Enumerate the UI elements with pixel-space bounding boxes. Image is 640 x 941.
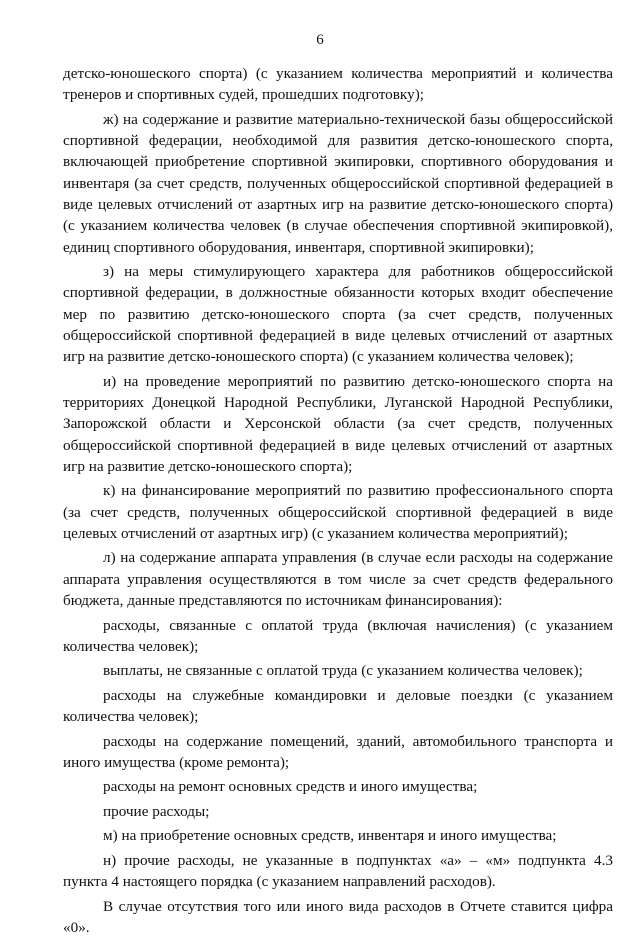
paragraph-item-n: н) прочие расходы, не указанные в подпунктах «а» – «м» подпункта 4.3 пункта 4 настоящего порядка (с указанием направлений расходов). <box>63 851 613 891</box>
paragraph-subitem-other: прочие расходы; <box>103 802 210 820</box>
page-number: 6 <box>316 32 324 48</box>
paragraph-closing-note: В случае отсутствия того или иного вида расходов в Отчете ставится цифра «0». <box>63 897 613 936</box>
paragraph-subitem-labor: расходы, связанные с оплатой труда (включая начисления) (с указанием количества человек); <box>63 616 613 655</box>
paragraph-item-z: з) на меры стимулирующего характера для работников общероссийской спортивной федерации, в должностные обязанности которых входит обеспечение мер по развитию детско-юношеского спорта (за счет средств, полученных общероссийской спортивной федерацией в виде целевых отчислений от азартных игр на развитие детско-юношеского спорта) (с указанием количества человек); <box>63 263 613 366</box>
paragraph-item-l: л) на содержание аппарата управления (в случае если расходы на содержание аппарата управления осуществляются в том числе за счет средств федерального бюджета, данные представляются по источникам финансирования): <box>63 549 613 610</box>
paragraph-continuation: детско-юношеского спорта) (с указанием количества мероприятий и количества тренеров и спортивных судей, прошедших подготовку); <box>63 65 613 104</box>
paragraph-item-k: к) на финансирование мероприятий по развитию профессионального спорта (за счет средств, полученных общероссийской спортивной федерацией в виде целевых отчислений от азартных игр) (с указанием количества мероприятий); <box>63 482 613 542</box>
paragraph-subitem-payments: выплаты, не связанные с оплатой труда (с указанием количества человек); <box>103 662 583 680</box>
paragraph-item-zh: ж) на содержание и развитие материально-технической базы общероссийской спортивной федерации, необходимой для развития детско-юношеского спорта, включающей приобретение спортивной экипировки, спортивного оборудования и инвентаря (за счет средств, полученных общероссийской спортивной федерацией в виде целевых отчислений от азартных игр на развитие детско-юношеского спорта) (с указанием количества человек (в случае обеспечения спортивной экипировкой), единиц спортивного оборудования, инвентаря, спортивной экипировки); <box>63 110 613 256</box>
paragraph-subitem-travel: расходы на служебные командировки и деловые поездки (с указанием количества человек); <box>63 686 613 726</box>
document-body <box>63 63 613 941</box>
paragraph-subitem-repair: расходы на ремонт основных средств и иного имущества; <box>103 778 478 796</box>
paragraph-subitem-premises: расходы на содержание помещений, зданий, автомобильного транспорта и иного имущества (кроме ремонта); <box>63 732 613 771</box>
paragraph-item-m: м) на приобретение основных средств, инвентаря и иного имущества; <box>103 827 557 845</box>
paragraph-item-i: и) на проведение мероприятий по развитию детско-юношеского спорта на территориях Донецкой Народной Республики, Луганской Народной Республики, Запорожской области и Херсонской области (за счет средств, полученных общероссийской спортивной федерацией в виде целевых отчислений от азартных игр на развитие детско-юношеского спорта); <box>63 372 613 475</box>
